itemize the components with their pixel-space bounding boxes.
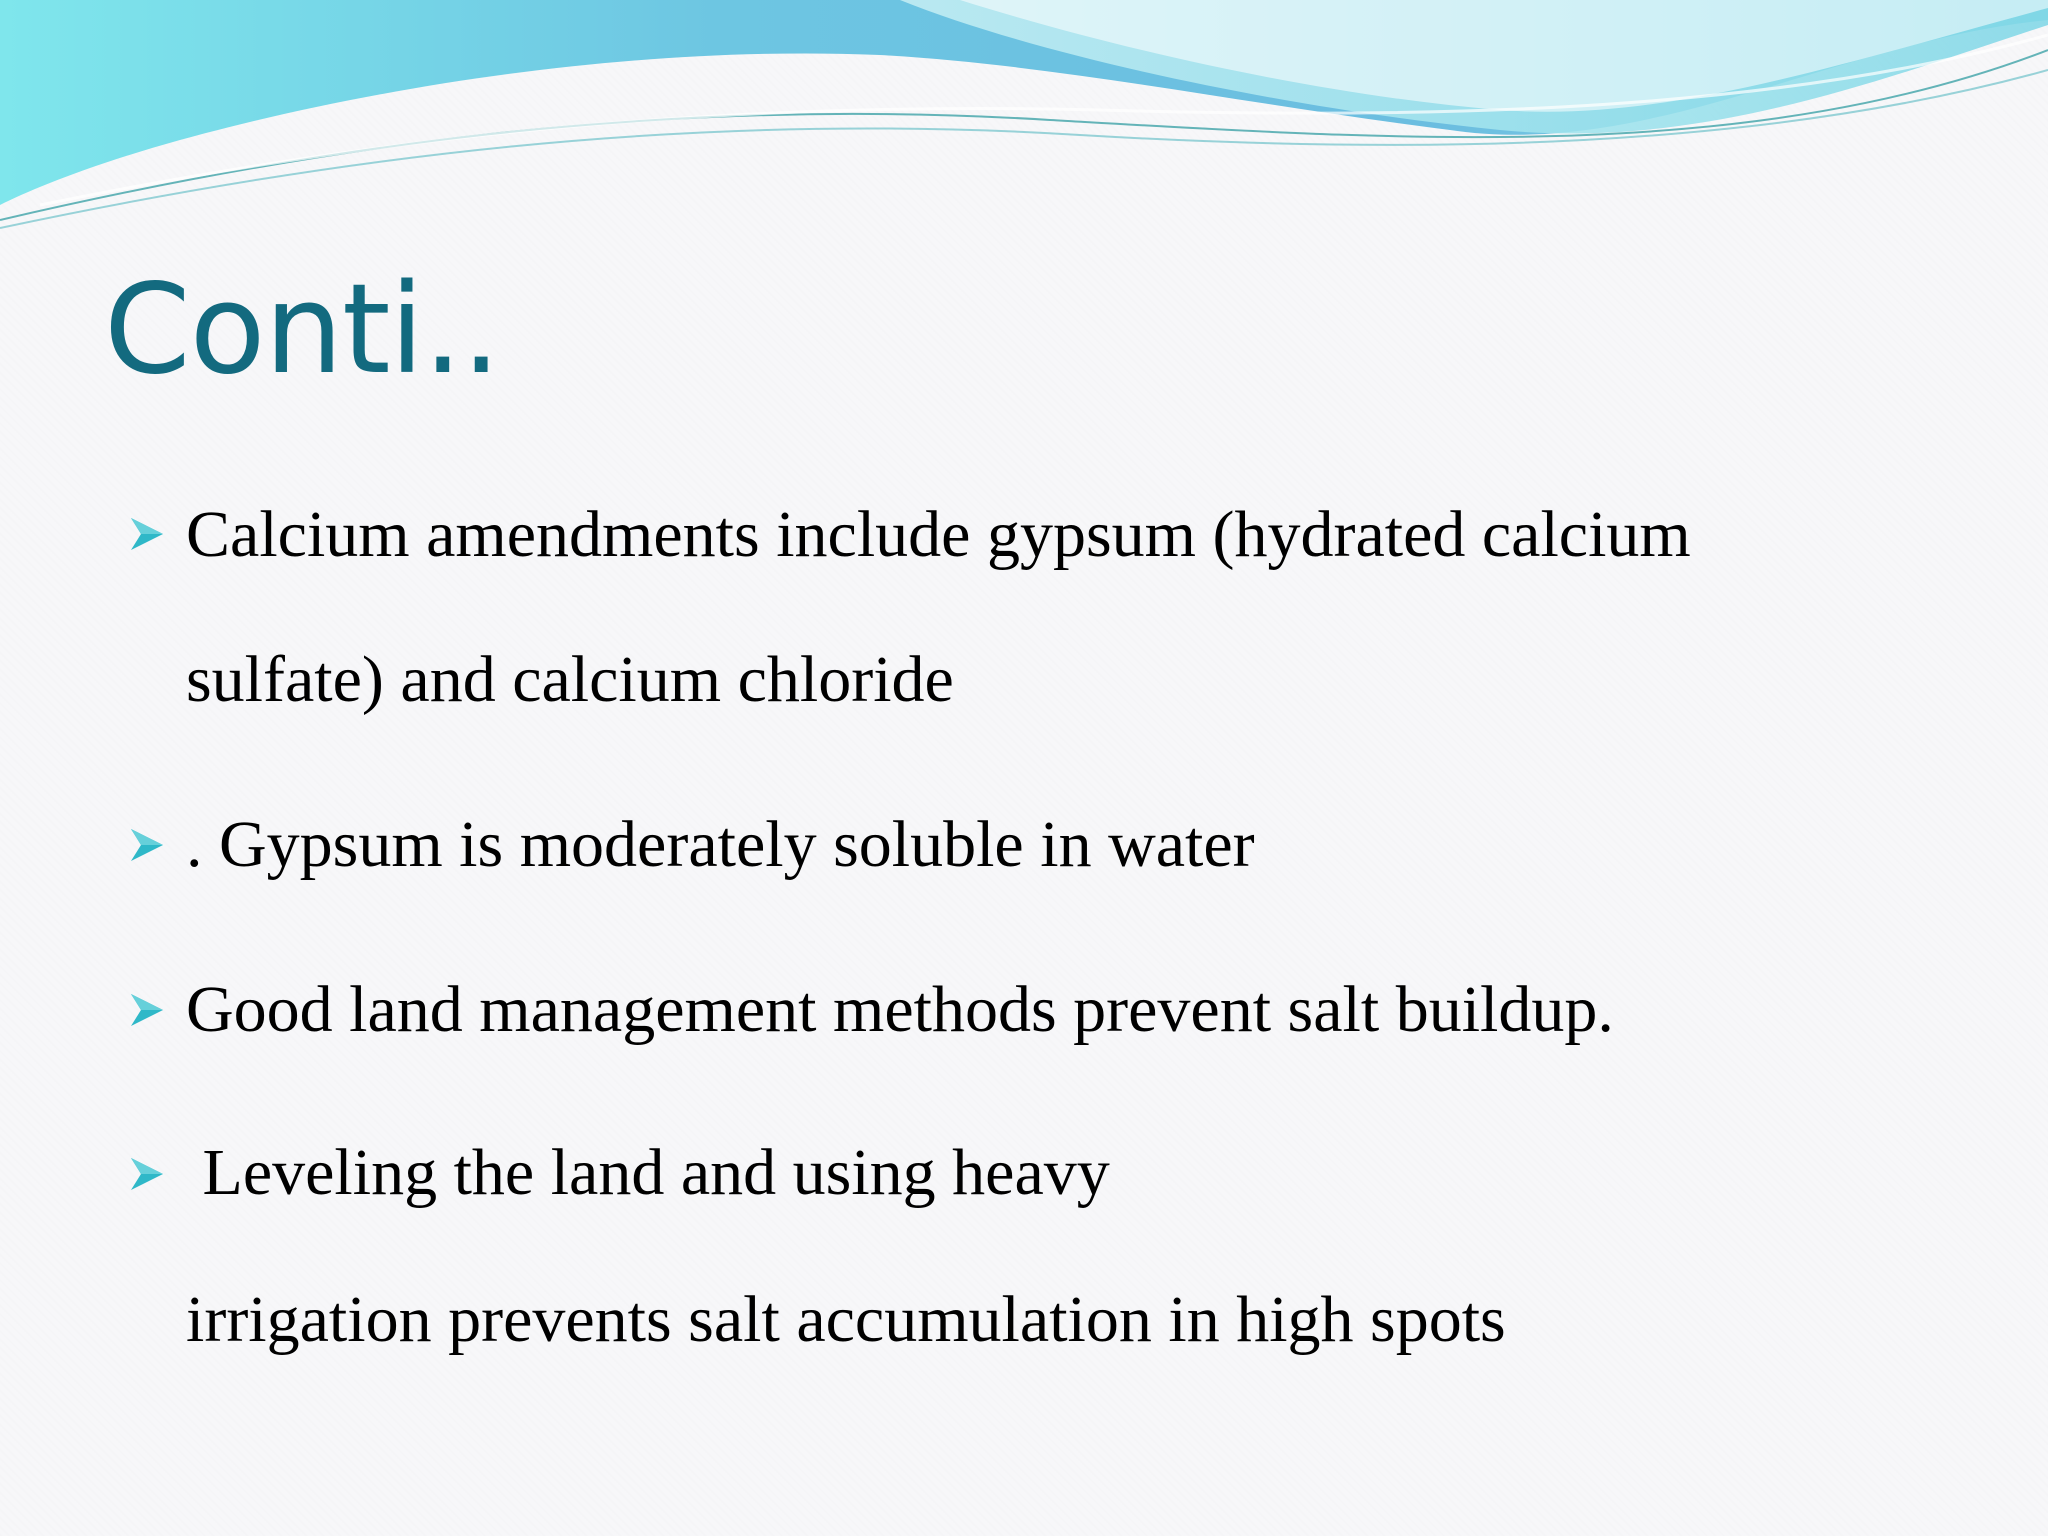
arrowhead-bullet-icon <box>127 1154 167 1194</box>
bullet-text-line: Calcium amendments include gypsum (hydrated calcium <box>186 498 1691 571</box>
arrowhead-bullet-icon <box>127 990 167 1030</box>
bullet-text-line: Leveling the land and using heavy <box>186 1136 1110 1209</box>
bullet-text-line: . Gypsum is moderately soluble in water <box>186 808 1255 881</box>
arrowhead-bullet-icon <box>127 514 167 554</box>
bullet-text-line: Good land management methods prevent salt buildup. <box>186 973 1614 1046</box>
bullet-text-line: sulfate) and calcium chloride <box>186 643 954 716</box>
slide-title: Conti.. <box>104 258 500 402</box>
bullet-text-line: irrigation prevents salt accumulation in high spots <box>186 1283 1506 1356</box>
arrowhead-bullet-icon <box>127 825 167 865</box>
